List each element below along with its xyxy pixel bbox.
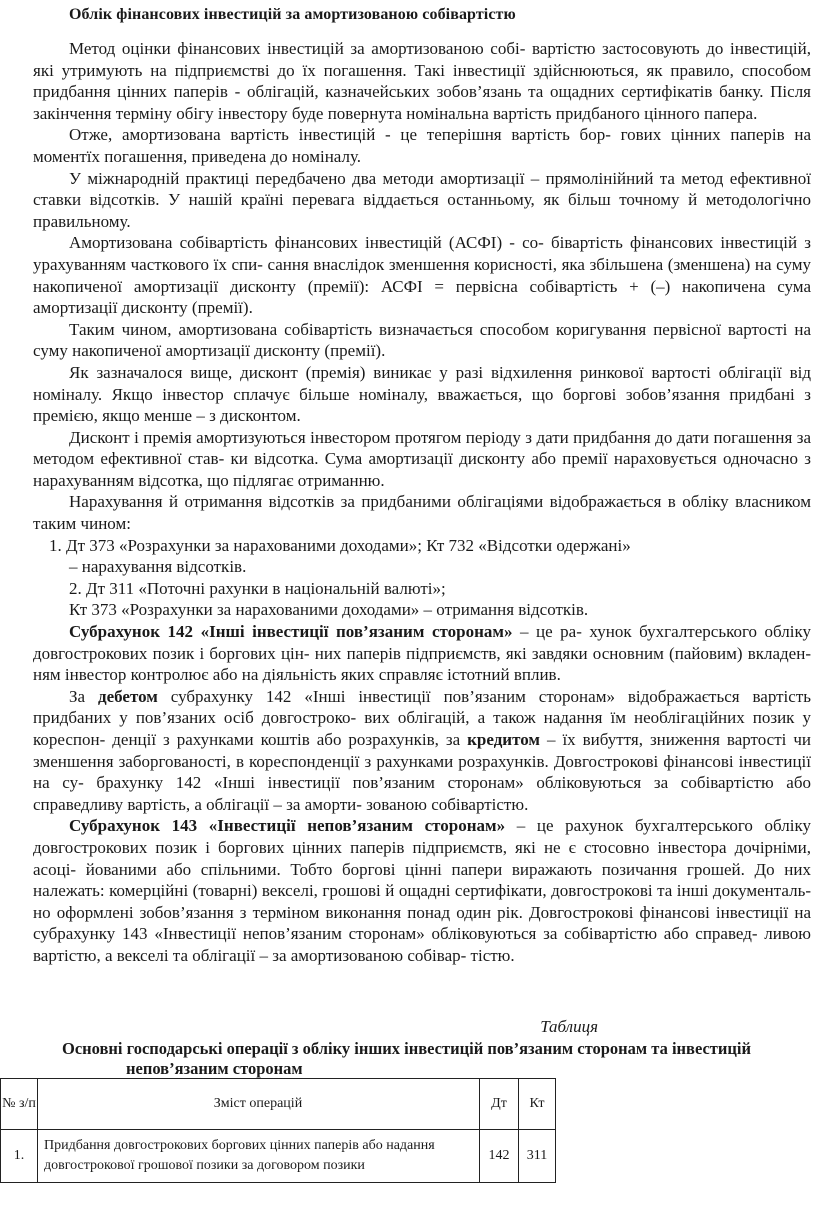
text-run: – це рахунок бухгалтерського обліку довгострокових позик і боргових цінних паперів підприємств, які не є стосовно інвестора дочірніми, асоці- йованими або спільними. Тобто боргові цінні папери виражають позичання грошей. До них належать: комерційні (товарні) векселі, грошові й ощадні сертифікати, довгострокові та інші документаль- но оформлені зобов’язання з терміном виконання понад один рік. Довгострокові фінансові інвестиції на субрахунку 143 «Інвестиції непов’язаним сторонам» обліковуються за собівартістю або справед- ливою вартістю, а векселі та облігації – за амортизованою собівар- тістю. [33,816,811,965]
text-run: – їх вибуття, зниження вартості чи зменшення заборгованості, в кореспонденції з рахунками розрахунків. Довгострокові фінансові інвестиції на су- брахунку 142 «Інші інвестиції пов’язаним сторонам» обліковуються за собівартістю або справедливу вартість, а облігації – за аморти- зованою собівартістю. [33,730,811,814]
text-run: Як зазначалося вище, дисконт (премія) виникає у разі відхилення ринкової вартості облігації від номіналу. Якщо інвестор сплачує більше номіналу, вважається, що боргові зобов’язання придбані з премією, якщо менше – з дисконтом. [33,362,811,426]
text-run: Амортизована собівартість фінансових інвестицій (АСФІ) - со- бівартість фінансових інвестицій з урахуванням часткового їх спи- сання внаслідок зменшення корисності, яка збільшена (зменшена) на суму накопиченої амортизації дисконту (премії): АСФІ = первісна собівартість + (–) накопичена сума амортизації дисконту (премії). [33,233,811,318]
table-row [1,1130,556,1183]
paragraph [33,427,811,492]
body-text [33,38,811,967]
paragraph [33,319,811,362]
text-run: Дисконт і премія амортизуються інвестором протягом періоду з дати придбання до дати погашення за методом ефективної став- ки відсотка. Сума амортизації дисконту або премії нараховується одночасно з нарахуванням відсотка, що підлягає отриманню. [33,427,811,490]
text-run: За [69,686,98,706]
paragraph [33,621,811,686]
paragraph [33,578,811,600]
text-run: Нарахування й отримання відсотків за придбаними облігаціями відображається в обліку власником таким чином: [33,492,811,534]
bold-text: Субрахунок 142 «Інші інвестиції пов’язаним сторонам» [69,622,513,642]
header-num: № з/п [1,1079,38,1130]
bold-text: Субрахунок 143 «Інвестиції непов’язаним сторонам» [69,816,506,836]
paragraph [33,362,811,427]
text-run: Отже, амортизована вартість інвестицій - це теперішня вартість бор- гових цінних паперів на моментїх погашення, приведена до номіналу. [33,125,811,166]
text-run: Метод оцінки фінансових інвестицій за амортизованою собі- вартістю застосовують до інвестицій, які утримують на підприємстві до їх погашення. Такі інвестиції здійснюються, як правило, способом придбання цінних паперів - облігацій, казначейських зобов’язань та ощадних сертифікатів банку. Після закінчення терміну обігу інвестору буде повернута номінальна вартість придбаного цінного папера. [33,39,811,123]
header-content: Зміст операцій [38,1079,480,1130]
paragraph [33,232,811,318]
table-title-line1: Основні господарські операції з обліку інших інвестицій пов’язаним сторонам та інвестицій [62,1039,752,1058]
paragraph [33,556,811,578]
paragraph [33,168,811,233]
paragraph [33,38,811,124]
row-num: 1. [1,1130,38,1183]
text-run: субрахунку 142 «Інші інвестиції пов’язаним сторонам» відображається вартість придбаних у пов’язаних осіб довгостроко- вих облігацій, а також надання їм необлігаційних позик у кореспон- денції з рахунками коштів або розрахунків, за [33,686,812,749]
table-caption: Таблиця [540,1017,598,1036]
paragraph [33,599,811,621]
text-run: 2. Дт 311 «Поточні рахунки в національній валюті»; [69,578,446,598]
text-run: Кт 373 «Розрахунки за нарахованими доходами» – отримання відсотків. [69,600,589,620]
table-title-line2: непов’язаним сторонам [126,1059,303,1078]
paragraph [33,815,811,966]
operations-table [0,1078,556,1183]
bold-text: дебетом [97,686,158,706]
text-run: – це ра- хунок бухгалтерського обліку довгострокових позик і боргових цін- них паперів підприємств, які завдяки основним (пайовим) вкладен- ням інвестор контролює або на діяльність яких справляє істотний вплив. [33,622,811,685]
header-dt: Дт [480,1079,519,1130]
bold-text: кредитом [467,730,540,749]
text-run: 1. Дт 373 «Розрахунки за нарахованими доходами»; Кт 732 «Відсотки одержані» [49,535,631,555]
section-heading: Облік фінансових інвестицій за амортизованою собівартістю [69,6,516,23]
row-dt: 142 [480,1130,519,1183]
text-run: – нарахування відсотків. [69,557,247,577]
paragraph [33,124,811,167]
table-title [30,1039,786,1079]
row-content: Придбання довгострокових боргових цінних паперів або надання довгострокової грошової позики за договором позики [38,1130,480,1183]
paragraph [33,535,811,557]
text-run: Таким чином, амортизована собівартість визначається способом коригування первісної вартості на суму накопиченої амортизації дисконту (премії). [33,319,811,361]
paragraph [33,686,811,816]
text-run: У міжнародній практиці передбачено два методи амортизації – прямолінійний та метод ефективної ставки відсотків. У нашій країні перевага віддається останньому, як більш точному й методологічно правильному. [33,168,811,231]
row-kt: 311 [519,1130,556,1183]
paragraph [33,491,811,534]
header-kt: Кт [519,1079,556,1130]
table-header-row [1,1079,556,1130]
